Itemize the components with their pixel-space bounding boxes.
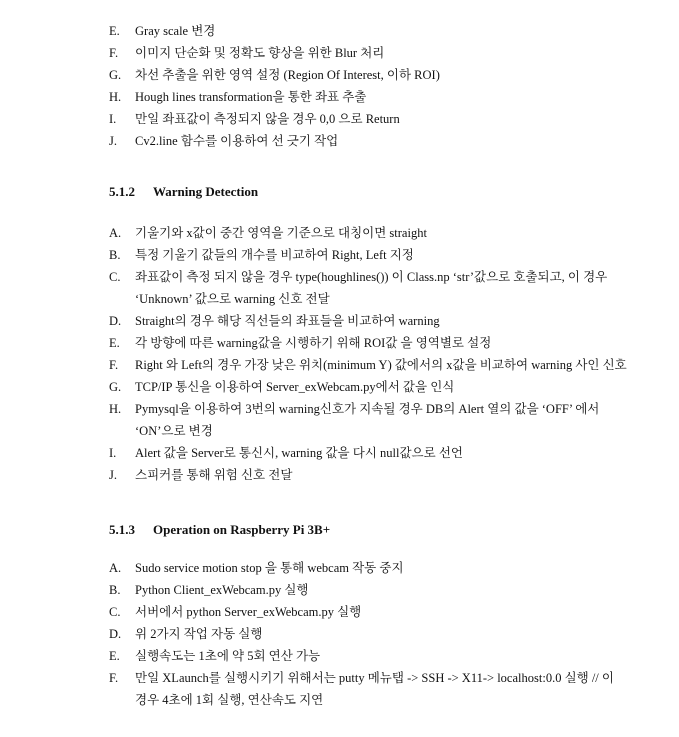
list-item-text: Cv2.line 함수를 이용하여 선 긋기 작업: [135, 134, 339, 148]
list-marker: E.: [109, 24, 120, 38]
list-item: [109, 266, 629, 310]
list-item-text: 스피커를 통해 위험 신호 전달: [135, 468, 293, 482]
list-marker: F.: [109, 358, 119, 372]
list-item: [109, 464, 629, 486]
list-item-text: Python Client_exWebcam.py 실행: [135, 583, 309, 597]
section-number: 5.1.3: [109, 522, 135, 537]
list-item: [109, 601, 629, 623]
list-marker: C.: [109, 270, 121, 284]
list-marker: F.: [109, 671, 119, 685]
list-item-text: Straight의 경우 해당 직선들의 좌표들을 비교하여 warning: [135, 314, 440, 328]
list-marker: D.: [109, 627, 122, 641]
list-marker: D.: [109, 314, 122, 328]
list-item: [109, 64, 629, 86]
list-item: [109, 354, 629, 376]
list-marker: G.: [109, 68, 122, 82]
list-item-text: 서버에서 python Server_exWebcam.py 실행: [135, 605, 362, 619]
list-item: [109, 20, 629, 42]
list-item: [109, 645, 629, 667]
list-item-text: 만일 XLaunch를 실행시키기 위해서는 putty 메뉴탭 -> SSH -> X11-> localhost:0.0 실행 // 이 경우 4초에 1회 실행, 연산속도 지연: [135, 671, 614, 707]
list-item-text: 위 2가지 작업 자동 실행: [135, 627, 263, 641]
list-item: [109, 130, 629, 152]
list-marker: J.: [109, 468, 117, 482]
list-marker: A.: [109, 226, 122, 240]
list-item: [109, 310, 629, 332]
list-item-text: 각 방향에 따른 warning값을 시행하기 위해 ROI값 을 영역별로 설정: [135, 336, 492, 350]
list-marker: A.: [109, 561, 122, 575]
list-item-text: Right 와 Left의 경우 가장 낮은 위치(minimum Y) 값에서의 x값을 비교하여 warning 사인 신호: [135, 358, 627, 372]
list-marker: F.: [109, 46, 119, 60]
list-marker: I.: [109, 112, 117, 126]
list-item-text: 이미지 단순화 및 정확도 향상을 위한 Blur 처리: [135, 46, 385, 60]
list-item-text: Alert 값을 Server로 통신시, warning 값을 다시 null값으로 선언: [135, 446, 463, 460]
list-item-text: 차선 추출을 위한 영역 설정 (Region Of Interest, 이하 ROI): [135, 68, 440, 82]
list-item: [109, 244, 629, 266]
list-item-text: 좌표값이 측정 되지 않을 경우 type(houghlines()) 이 Class.np ‘str’값으로 호출되고, 이 경우 ‘Unknown’ 값으로 warning 신호 전달: [135, 270, 608, 306]
list-item-text: TCP/IP 통신을 이용하여 Server_exWebcam.py에서 값을 인식: [135, 380, 455, 394]
section-title: Warning Detection: [153, 184, 259, 199]
list-item: [109, 579, 629, 601]
list-marker: J.: [109, 134, 117, 148]
list-marker: I.: [109, 446, 117, 460]
list-item: [109, 667, 629, 711]
list-marker: H.: [109, 90, 122, 104]
list-marker: B.: [109, 248, 121, 262]
list-item: [109, 623, 629, 645]
list-item-text: Gray scale 변경: [135, 24, 216, 38]
list-marker: H.: [109, 402, 122, 416]
list-item: [109, 108, 629, 130]
list-item: [109, 442, 629, 464]
warning-detection-list: [109, 222, 629, 486]
list-marker: G.: [109, 380, 122, 394]
list-item-text: Sudo service motion stop 을 통해 webcam 작동 중지: [135, 561, 404, 575]
list-marker: C.: [109, 605, 121, 619]
list-item-text: Hough lines transformation을 통한 좌표 추출: [135, 90, 367, 104]
section-heading-warning-detection: [109, 184, 258, 200]
section-number: 5.1.2: [109, 184, 135, 199]
list-marker: B.: [109, 583, 121, 597]
section-heading-raspberry-pi: [109, 522, 330, 538]
list-item: [109, 376, 629, 398]
list-marker: E.: [109, 649, 120, 663]
list-item-text: 실행속도는 1초에 약 5회 연산 가능: [135, 649, 321, 663]
section-title: Operation on Raspberry Pi 3B+: [153, 522, 331, 537]
list-item-text: Pymysql을 이용하여 3번의 warning신호가 지속될 경우 DB의 Alert 열의 값을 ‘OFF’ 에서 ‘ON’으로 변경: [135, 402, 600, 438]
raspberry-pi-operation-list: [109, 557, 629, 711]
list-item: [109, 86, 629, 108]
list-item-text: 기울기와 x값이 중간 영역을 기준으로 대칭이면 straight: [135, 226, 427, 240]
list-item: [109, 332, 629, 354]
list-item: [109, 222, 629, 244]
list-item-text: 만일 좌표값이 측정되지 않을 경우 0,0 으로 Return: [135, 112, 400, 126]
list-item: [109, 557, 629, 579]
list-item: [109, 398, 629, 442]
list-item-text: 특정 기울기 값들의 개수를 비교하여 Right, Left 지정: [135, 248, 414, 262]
preprocessing-steps-list: [109, 20, 629, 152]
list-marker: E.: [109, 336, 120, 350]
list-item: [109, 42, 629, 64]
